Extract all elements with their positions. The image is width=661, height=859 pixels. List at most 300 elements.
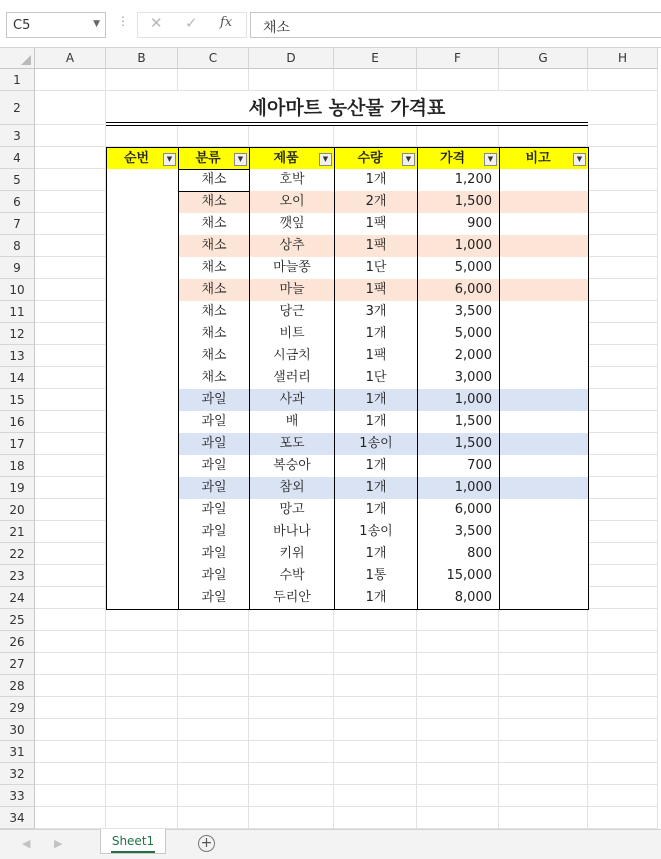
- column-header-b[interactable]: B: [106, 48, 178, 69]
- table-cell-category[interactable]: 과일: [178, 521, 250, 544]
- grid-cell[interactable]: [249, 697, 334, 719]
- table-cell-qty[interactable]: 1개: [334, 389, 418, 412]
- grid-cell[interactable]: [249, 631, 334, 653]
- table-cell-price[interactable]: 800: [417, 543, 500, 566]
- table-cell-category[interactable]: 과일: [178, 587, 250, 610]
- table-cell-price[interactable]: 3,500: [417, 521, 500, 544]
- table-cell-product[interactable]: 호박: [249, 169, 335, 192]
- table-cell-note[interactable]: [499, 323, 589, 346]
- table-cell-note[interactable]: [499, 257, 589, 280]
- table-cell-note[interactable]: [499, 191, 589, 214]
- table-cell-price[interactable]: 3,500: [417, 301, 500, 324]
- table-cell-note[interactable]: [499, 301, 589, 324]
- grid-cell[interactable]: [588, 301, 658, 323]
- grid-cell[interactable]: [499, 653, 588, 675]
- grid-cell[interactable]: [588, 675, 658, 697]
- table-cell-num[interactable]: [106, 213, 179, 236]
- table-cell-price[interactable]: 1,500: [417, 433, 500, 456]
- grid-cell[interactable]: [588, 565, 658, 587]
- grid-cell[interactable]: [35, 69, 106, 91]
- table-cell-num[interactable]: [106, 323, 179, 346]
- grid-cell[interactable]: [106, 69, 178, 91]
- grid-cell[interactable]: [35, 499, 106, 521]
- grid-cell[interactable]: [499, 763, 588, 785]
- filter-dropdown-icon[interactable]: ▼: [234, 153, 247, 166]
- grid-cell[interactable]: [178, 719, 249, 741]
- row-header[interactable]: 23: [0, 565, 35, 587]
- table-cell-category[interactable]: 채소: [178, 345, 250, 368]
- grid-cell[interactable]: [334, 719, 417, 741]
- table-header-cell[interactable]: [178, 147, 250, 170]
- filter-dropdown-icon[interactable]: ▼: [163, 153, 176, 166]
- table-cell-price[interactable]: 8,000: [417, 587, 500, 610]
- row-header[interactable]: 2: [0, 91, 35, 125]
- table-cell-price[interactable]: 1,500: [417, 191, 500, 214]
- grid-cell[interactable]: [499, 697, 588, 719]
- table-cell-num[interactable]: [106, 191, 179, 214]
- table-cell-product[interactable]: 수박: [249, 565, 335, 588]
- table-cell-price[interactable]: 1,200: [417, 169, 500, 192]
- grid-cell[interactable]: [417, 719, 499, 741]
- grid-cell[interactable]: [106, 675, 178, 697]
- table-cell-qty[interactable]: 1개: [334, 169, 418, 192]
- table-cell-product[interactable]: 배: [249, 411, 335, 434]
- table-cell-product[interactable]: 마늘: [249, 279, 335, 302]
- row-header[interactable]: 18: [0, 455, 35, 477]
- grid-cell[interactable]: [35, 279, 106, 301]
- table-cell-num[interactable]: [106, 499, 179, 522]
- table-cell-qty[interactable]: 1송이: [334, 521, 418, 544]
- row-header[interactable]: 6: [0, 191, 35, 213]
- table-cell-qty[interactable]: 1통: [334, 565, 418, 588]
- table-cell-category[interactable]: 과일: [178, 389, 250, 412]
- row-header[interactable]: 26: [0, 631, 35, 653]
- grid-cell[interactable]: [249, 785, 334, 807]
- grid-cell[interactable]: [106, 741, 178, 763]
- grid-cell[interactable]: [35, 631, 106, 653]
- table-cell-qty[interactable]: 2개: [334, 191, 418, 214]
- table-cell-price[interactable]: 700: [417, 455, 500, 478]
- table-cell-num[interactable]: [106, 433, 179, 456]
- table-cell-num[interactable]: [106, 587, 179, 610]
- worksheet-grid[interactable]: [0, 48, 661, 829]
- table-cell-num[interactable]: [106, 411, 179, 434]
- grid-cell[interactable]: [588, 147, 658, 169]
- grid-cell[interactable]: [588, 279, 658, 301]
- table-cell-category[interactable]: 과일: [178, 477, 250, 500]
- row-header[interactable]: 11: [0, 301, 35, 323]
- grid-cell[interactable]: [588, 69, 658, 91]
- table-cell-note[interactable]: [499, 521, 589, 544]
- row-header[interactable]: 25: [0, 609, 35, 631]
- grid-cell[interactable]: [499, 125, 588, 147]
- scroll-right-icon[interactable]: ▶: [54, 837, 63, 850]
- table-header-cell[interactable]: [249, 147, 335, 170]
- grid-cell[interactable]: [35, 235, 106, 257]
- column-header-g[interactable]: G: [499, 48, 588, 69]
- table-cell-qty[interactable]: 1송이: [334, 433, 418, 456]
- grid-cell[interactable]: [588, 91, 658, 125]
- grid-cell[interactable]: [178, 653, 249, 675]
- table-cell-price[interactable]: 5,000: [417, 257, 500, 280]
- row-header[interactable]: 8: [0, 235, 35, 257]
- grid-cell[interactable]: [178, 785, 249, 807]
- grid-cell[interactable]: [334, 69, 417, 91]
- check-icon[interactable]: ✓: [185, 14, 198, 32]
- grid-cell[interactable]: [417, 741, 499, 763]
- table-cell-note[interactable]: [499, 411, 589, 434]
- table-cell-num[interactable]: [106, 169, 179, 192]
- grid-cell[interactable]: [35, 741, 106, 763]
- grid-cell[interactable]: [334, 653, 417, 675]
- grid-cell[interactable]: [588, 235, 658, 257]
- table-cell-num[interactable]: [106, 543, 179, 566]
- table-cell-product[interactable]: 마늘쫑: [249, 257, 335, 280]
- grid-cell[interactable]: [35, 433, 106, 455]
- grid-cell[interactable]: [334, 807, 417, 829]
- table-cell-num[interactable]: [106, 367, 179, 390]
- grid-cell[interactable]: [106, 631, 178, 653]
- scroll-left-icon[interactable]: ◀: [22, 837, 31, 850]
- table-cell-note[interactable]: [499, 455, 589, 478]
- table-cell-qty[interactable]: 1개: [334, 411, 418, 434]
- grid-cell[interactable]: [499, 741, 588, 763]
- filter-dropdown-icon[interactable]: ▼: [484, 153, 497, 166]
- grid-cell[interactable]: [35, 213, 106, 235]
- table-cell-category[interactable]: 과일: [178, 543, 250, 566]
- table-cell-num[interactable]: [106, 521, 179, 544]
- grid-cell[interactable]: [178, 741, 249, 763]
- grid-cell[interactable]: [588, 543, 658, 565]
- table-cell-note[interactable]: [499, 477, 589, 500]
- table-cell-qty[interactable]: 1개: [334, 499, 418, 522]
- table-cell-qty[interactable]: 1개: [334, 455, 418, 478]
- grid-cell[interactable]: [588, 125, 658, 147]
- grid-cell[interactable]: [588, 455, 658, 477]
- row-header[interactable]: 4: [0, 147, 35, 169]
- grid-cell[interactable]: [588, 785, 658, 807]
- grid-cell[interactable]: [588, 631, 658, 653]
- grid-cell[interactable]: [178, 675, 249, 697]
- grid-cell[interactable]: [588, 213, 658, 235]
- table-cell-category[interactable]: 채소: [178, 169, 250, 192]
- table-cell-category[interactable]: 채소: [178, 257, 250, 280]
- table-cell-qty[interactable]: 1단: [334, 367, 418, 390]
- row-header[interactable]: 3: [0, 125, 35, 147]
- grid-cell[interactable]: [588, 719, 658, 741]
- grid-cell[interactable]: [249, 125, 334, 147]
- grid-cell[interactable]: [499, 785, 588, 807]
- grid-cell[interactable]: [249, 763, 334, 785]
- table-cell-note[interactable]: [499, 169, 589, 192]
- table-cell-num[interactable]: [106, 235, 179, 258]
- filter-dropdown-icon[interactable]: ▼: [402, 153, 415, 166]
- grid-cell[interactable]: [249, 807, 334, 829]
- grid-cell[interactable]: [334, 785, 417, 807]
- grid-cell[interactable]: [588, 741, 658, 763]
- grid-cell[interactable]: [35, 675, 106, 697]
- grid-cell[interactable]: [334, 697, 417, 719]
- grid-cell[interactable]: [35, 125, 106, 147]
- table-cell-note[interactable]: [499, 235, 589, 258]
- grid-cell[interactable]: [178, 609, 249, 631]
- grid-cell[interactable]: [417, 697, 499, 719]
- insert-function-icon[interactable]: fx: [220, 15, 233, 30]
- grid-cell[interactable]: [499, 631, 588, 653]
- grid-cell[interactable]: [588, 257, 658, 279]
- grid-cell[interactable]: [35, 807, 106, 829]
- table-header-cell[interactable]: [106, 147, 179, 170]
- table-cell-note[interactable]: [499, 367, 589, 390]
- grid-cell[interactable]: [588, 433, 658, 455]
- grid-cell[interactable]: [35, 411, 106, 433]
- table-cell-product[interactable]: 망고: [249, 499, 335, 522]
- table-header-cell[interactable]: [334, 147, 418, 170]
- grid-cell[interactable]: [35, 147, 106, 169]
- grid-cell[interactable]: [499, 609, 588, 631]
- table-cell-product[interactable]: 복숭아: [249, 455, 335, 478]
- table-cell-product[interactable]: 두리안: [249, 587, 335, 610]
- grid-cell[interactable]: [588, 169, 658, 191]
- grid-cell[interactable]: [417, 69, 499, 91]
- grid-cell[interactable]: [178, 631, 249, 653]
- grid-cell[interactable]: [588, 499, 658, 521]
- table-cell-qty[interactable]: 1개: [334, 323, 418, 346]
- table-cell-category[interactable]: 채소: [178, 235, 250, 258]
- table-cell-price[interactable]: 900: [417, 213, 500, 236]
- table-cell-qty[interactable]: 1개: [334, 477, 418, 500]
- row-header[interactable]: 31: [0, 741, 35, 763]
- grid-cell[interactable]: [106, 763, 178, 785]
- grid-cell[interactable]: [35, 477, 106, 499]
- row-header[interactable]: 10: [0, 279, 35, 301]
- row-header[interactable]: 7: [0, 213, 35, 235]
- table-cell-num[interactable]: [106, 257, 179, 280]
- grid-cell[interactable]: [249, 609, 334, 631]
- grid-cell[interactable]: [588, 411, 658, 433]
- grid-cell[interactable]: [249, 675, 334, 697]
- table-cell-qty[interactable]: 1팩: [334, 345, 418, 368]
- row-header[interactable]: 13: [0, 345, 35, 367]
- table-cell-price[interactable]: 1,000: [417, 235, 500, 258]
- grid-cell[interactable]: [334, 609, 417, 631]
- select-all-corner[interactable]: [0, 48, 35, 69]
- grid-cell[interactable]: [588, 521, 658, 543]
- table-cell-price[interactable]: 3,000: [417, 367, 500, 390]
- grid-cell[interactable]: [588, 323, 658, 345]
- grid-cell[interactable]: [588, 345, 658, 367]
- row-header[interactable]: 15: [0, 389, 35, 411]
- grid-cell[interactable]: [106, 125, 178, 147]
- grid-cell[interactable]: [588, 697, 658, 719]
- grid-cell[interactable]: [35, 653, 106, 675]
- grid-cell[interactable]: [106, 785, 178, 807]
- grid-cell[interactable]: [35, 191, 106, 213]
- table-cell-category[interactable]: 채소: [178, 367, 250, 390]
- table-cell-note[interactable]: [499, 389, 589, 412]
- table-cell-price[interactable]: 15,000: [417, 565, 500, 588]
- row-header[interactable]: 16: [0, 411, 35, 433]
- row-header[interactable]: 34: [0, 807, 35, 829]
- grid-cell[interactable]: [106, 653, 178, 675]
- name-box[interactable]: [6, 12, 106, 38]
- grid-cell[interactable]: [35, 697, 106, 719]
- column-header-e[interactable]: E: [334, 48, 417, 69]
- table-cell-category[interactable]: 채소: [178, 301, 250, 324]
- table-cell-category[interactable]: 채소: [178, 279, 250, 302]
- grid-cell[interactable]: [417, 675, 499, 697]
- column-header-a[interactable]: A: [35, 48, 106, 69]
- table-cell-num[interactable]: [106, 477, 179, 500]
- grid-cell[interactable]: [588, 763, 658, 785]
- row-header[interactable]: 20: [0, 499, 35, 521]
- sheet-title[interactable]: 세아마트 농산물 가격표: [106, 91, 588, 125]
- row-header[interactable]: 21: [0, 521, 35, 543]
- grid-cell[interactable]: [35, 345, 106, 367]
- column-header-f[interactable]: F: [417, 48, 499, 69]
- grid-cell[interactable]: [334, 763, 417, 785]
- sheet-tab[interactable]: Sheet1: [100, 829, 166, 854]
- grid-cell[interactable]: [499, 807, 588, 829]
- table-cell-note[interactable]: [499, 543, 589, 566]
- row-header[interactable]: 14: [0, 367, 35, 389]
- grid-cell[interactable]: [178, 69, 249, 91]
- grid-cell[interactable]: [588, 389, 658, 411]
- table-header-cell[interactable]: [417, 147, 500, 170]
- row-header[interactable]: 22: [0, 543, 35, 565]
- table-cell-product[interactable]: 상추: [249, 235, 335, 258]
- grid-cell[interactable]: [35, 91, 106, 125]
- table-cell-product[interactable]: 당근: [249, 301, 335, 324]
- grid-cell[interactable]: [588, 191, 658, 213]
- table-cell-note[interactable]: [499, 587, 589, 610]
- grid-cell[interactable]: [35, 763, 106, 785]
- table-cell-note[interactable]: [499, 345, 589, 368]
- table-cell-category[interactable]: 채소: [178, 191, 250, 214]
- table-cell-price[interactable]: 1,000: [417, 389, 500, 412]
- table-cell-product[interactable]: 포도: [249, 433, 335, 456]
- table-cell-num[interactable]: [106, 279, 179, 302]
- grid-cell[interactable]: [35, 719, 106, 741]
- row-header[interactable]: 9: [0, 257, 35, 279]
- grid-cell[interactable]: [106, 609, 178, 631]
- row-header[interactable]: 12: [0, 323, 35, 345]
- table-cell-product[interactable]: 사과: [249, 389, 335, 412]
- table-cell-price[interactable]: 1,500: [417, 411, 500, 434]
- grid-cell[interactable]: [417, 631, 499, 653]
- table-cell-note[interactable]: [499, 213, 589, 236]
- table-cell-category[interactable]: 채소: [178, 213, 250, 236]
- table-cell-qty[interactable]: 1팩: [334, 213, 418, 236]
- table-cell-product[interactable]: 참외: [249, 477, 335, 500]
- grid-cell[interactable]: [35, 543, 106, 565]
- grid-cell[interactable]: [35, 587, 106, 609]
- table-cell-product[interactable]: 샐러리: [249, 367, 335, 390]
- table-cell-num[interactable]: [106, 455, 179, 478]
- grid-cell[interactable]: [417, 125, 499, 147]
- row-header[interactable]: 29: [0, 697, 35, 719]
- row-header[interactable]: 19: [0, 477, 35, 499]
- table-cell-qty[interactable]: 1단: [334, 257, 418, 280]
- grid-cell[interactable]: [35, 521, 106, 543]
- row-header[interactable]: 28: [0, 675, 35, 697]
- row-header[interactable]: 1: [0, 69, 35, 91]
- table-cell-category[interactable]: 과일: [178, 411, 250, 434]
- table-header-cell[interactable]: [499, 147, 589, 170]
- table-cell-price[interactable]: 6,000: [417, 499, 500, 522]
- cancel-icon[interactable]: ✕: [150, 14, 163, 32]
- row-header[interactable]: 32: [0, 763, 35, 785]
- more-options-icon[interactable]: ⋮: [117, 14, 129, 28]
- grid-cell[interactable]: [417, 763, 499, 785]
- grid-cell[interactable]: [417, 807, 499, 829]
- grid-cell[interactable]: [249, 653, 334, 675]
- grid-cell[interactable]: [178, 807, 249, 829]
- formula-input[interactable]: [250, 12, 661, 38]
- grid-cell[interactable]: [106, 807, 178, 829]
- grid-cell[interactable]: [35, 565, 106, 587]
- grid-cell[interactable]: [178, 697, 249, 719]
- table-cell-category[interactable]: 채소: [178, 323, 250, 346]
- table-cell-qty[interactable]: 1팩: [334, 235, 418, 258]
- table-cell-qty[interactable]: 1팩: [334, 279, 418, 302]
- table-cell-price[interactable]: 5,000: [417, 323, 500, 346]
- grid-cell[interactable]: [35, 785, 106, 807]
- grid-cell[interactable]: [499, 719, 588, 741]
- table-cell-qty[interactable]: 3개: [334, 301, 418, 324]
- table-cell-note[interactable]: [499, 499, 589, 522]
- row-header[interactable]: 5: [0, 169, 35, 191]
- table-cell-product[interactable]: 키위: [249, 543, 335, 566]
- table-cell-qty[interactable]: 1개: [334, 543, 418, 566]
- grid-cell[interactable]: [588, 587, 658, 609]
- grid-cell[interactable]: [35, 609, 106, 631]
- grid-cell[interactable]: [35, 367, 106, 389]
- table-cell-num[interactable]: [106, 389, 179, 412]
- grid-cell[interactable]: [35, 389, 106, 411]
- grid-cell[interactable]: [106, 719, 178, 741]
- grid-cell[interactable]: [588, 807, 658, 829]
- grid-cell[interactable]: [249, 719, 334, 741]
- table-cell-product[interactable]: 비트: [249, 323, 335, 346]
- grid-cell[interactable]: [35, 301, 106, 323]
- column-header-d[interactable]: D: [249, 48, 334, 69]
- table-cell-product[interactable]: 시금치: [249, 345, 335, 368]
- grid-cell[interactable]: [417, 609, 499, 631]
- grid-cell[interactable]: [588, 653, 658, 675]
- table-cell-category[interactable]: 과일: [178, 455, 250, 478]
- table-cell-num[interactable]: [106, 301, 179, 324]
- grid-cell[interactable]: [334, 125, 417, 147]
- filter-dropdown-icon[interactable]: ▼: [319, 153, 332, 166]
- grid-cell[interactable]: [35, 455, 106, 477]
- grid-cell[interactable]: [35, 257, 106, 279]
- grid-cell[interactable]: [35, 323, 106, 345]
- table-cell-product[interactable]: 오이: [249, 191, 335, 214]
- grid-cell[interactable]: [178, 125, 249, 147]
- grid-cell[interactable]: [334, 631, 417, 653]
- grid-cell[interactable]: [334, 741, 417, 763]
- table-cell-category[interactable]: 과일: [178, 433, 250, 456]
- row-header[interactable]: 30: [0, 719, 35, 741]
- table-cell-note[interactable]: [499, 565, 589, 588]
- grid-cell[interactable]: [334, 675, 417, 697]
- grid-cell[interactable]: [106, 697, 178, 719]
- grid-cell[interactable]: [499, 69, 588, 91]
- table-cell-category[interactable]: 과일: [178, 499, 250, 522]
- table-cell-category[interactable]: 과일: [178, 565, 250, 588]
- grid-cell[interactable]: [588, 609, 658, 631]
